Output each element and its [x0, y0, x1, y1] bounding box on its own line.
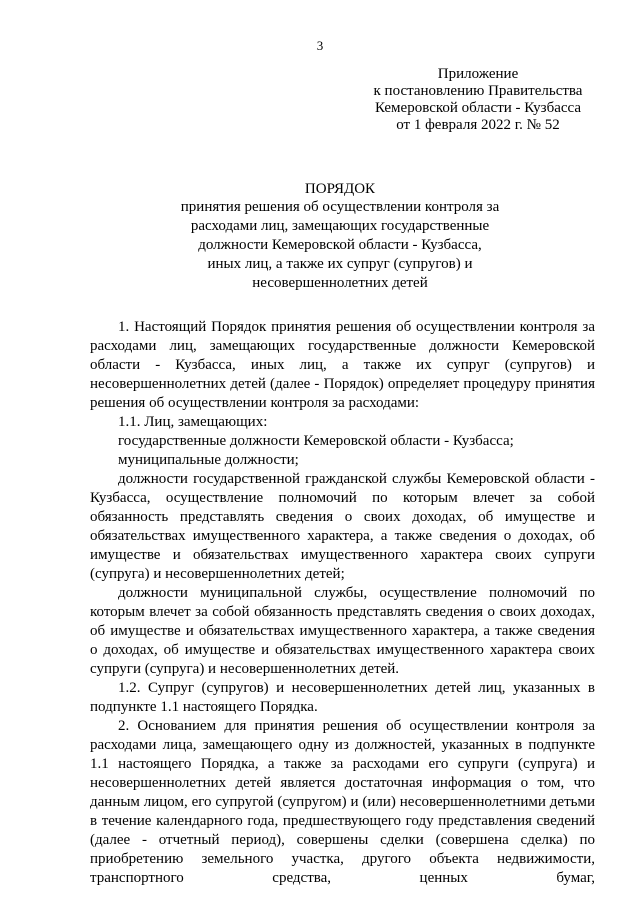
paragraph: должности государственной гражданской службы Кемеровской области - Кузбасса, осуществление полномочий по которым влечет за собой обязанность представлять сведения о своих доходах, об имуществе и обязательствах имущественного характера, а также сведения о доходах, об имуществе и обязательствах имущественного характера своих супруги (супруга) и несовершеннолетних детей;	[90, 471, 595, 582]
paragraph: 1. Настоящий Порядок принятия решения об осуществлении контроля за расходами лиц, замещающих государственные должности Кемеровской области - Кузбасса, иных лиц, а также их супруг (супругов) и несовершеннолетних детей (далее - Порядок) определяет процедуру принятия решения об осуществлении контроля за расходами:	[90, 319, 595, 411]
subtitle-line: должности Кемеровской области - Кузбасса,	[198, 237, 482, 253]
document-title: ПОРЯДОК	[304, 181, 376, 197]
appendix-block	[368, 66, 588, 134]
appendix-line: от 1 февраля 2022 г. № 52	[396, 117, 560, 133]
paragraph: муниципальные должности;	[118, 452, 299, 468]
paragraph: 1.2. Супруг (супругов) и несовершеннолетних детей лиц, указанных в подпункте 1.1 настоящего Порядка.	[90, 680, 595, 715]
paragraph: 1.1. Лиц, замещающих:	[118, 414, 268, 430]
paragraph: государственные должности Кемеровской области - Кузбасса;	[118, 433, 514, 449]
paragraph: должности муниципальной службы, осуществление полномочий по которым влечет за собой обязанность представлять сведения о своих доходах, об имуществе и обязательствах имущественного характера, а также сведения о доходах, об имуществе и обязательствах имущественного характера своих супруги (супруга) и несовершеннолетних детей.	[90, 585, 595, 677]
document-subtitle	[150, 198, 530, 293]
subtitle-line: принятия решения об осуществлении контроля за	[180, 199, 500, 215]
subtitle-line: несовершеннолетних детей	[252, 275, 428, 291]
subtitle-line: расходами лиц, замещающих государственные	[190, 218, 490, 234]
document-body	[90, 318, 595, 888]
appendix-line: Кемеровской области - Кузбасса	[374, 100, 582, 116]
appendix-line: Приложение	[437, 66, 519, 82]
paragraph: 2. Основанием для принятия решения об осуществлении контроля за расходами лица, замещающего одну из должностей, указанных в подпункте 1.1 настоящего Порядка, а также за расходами его супруги (супруга) и несовершеннолетних детей является достаточная информация о том, что данным лицом, его супругой (супругом) и (или) несовершеннолетними детьми в течение календарного года, предшествующего году представления сведений (далее - отчетный период), совершены сделки (совершена сделка) по приобретению земельного участка, другого объекта недвижимости, транспортного средства, ценных бумаг,	[90, 718, 595, 886]
appendix-line: к постановлению Правительства	[373, 83, 583, 99]
subtitle-line: иных лиц, а также их супруг (супругов) и	[207, 256, 473, 272]
page-number: 3	[316, 38, 324, 53]
title-block	[150, 180, 530, 293]
